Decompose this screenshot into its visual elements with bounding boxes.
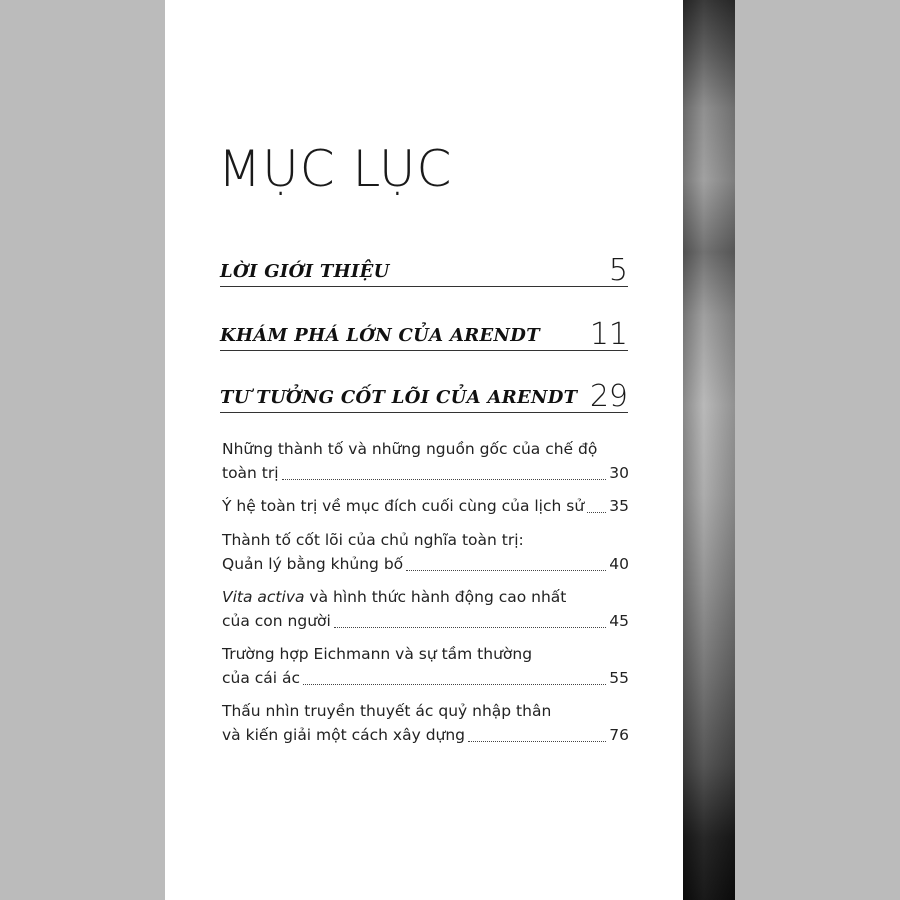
entry-line: Những thành tố và những nguồn gốc của chế độ <box>222 440 598 458</box>
toc-entry <box>222 528 629 576</box>
toc-section-core-ideas <box>220 378 628 413</box>
toc-entry <box>222 437 629 485</box>
dot-leader <box>587 512 606 513</box>
dot-leader <box>468 741 606 742</box>
toc-entry <box>222 585 629 633</box>
entry-page-number: 55 <box>609 669 629 687</box>
toc-entry <box>222 642 629 690</box>
entry-line: của cái ác <box>222 669 301 687</box>
entry-line: và kiến giải một cách xây dựng <box>222 726 466 744</box>
dot-leader <box>334 627 606 628</box>
entry-line-italic: Vita activa <box>222 588 305 606</box>
section-page-number: 29 <box>589 379 628 414</box>
entry-page-number: 30 <box>609 464 629 482</box>
dot-leader <box>303 684 606 685</box>
entry-line: Trường hợp Eichmann và sự tầm thường <box>222 645 533 663</box>
section-label: KHÁM PHÁ LỚN CỦA ARENDT <box>220 325 540 346</box>
entry-page-number: 45 <box>609 612 629 630</box>
dot-leader <box>282 479 607 480</box>
section-page-number: 5 <box>608 253 628 288</box>
toc-entry <box>222 494 629 518</box>
book-spine-edge <box>683 0 735 900</box>
dot-leader <box>406 570 606 571</box>
entry-line: toàn trị <box>222 464 279 482</box>
section-label: TƯ TƯỞNG CỐT LÕI CỦA ARENDT <box>220 387 578 408</box>
entry-page-number: 40 <box>609 555 629 573</box>
entry-line: Thấu nhìn truyền thuyết ác quỷ nhập thân <box>222 702 552 720</box>
entry-line: Thành tố cốt lõi của chủ nghĩa toàn trị: <box>222 531 524 549</box>
entry-page-number: 76 <box>609 726 629 744</box>
page-title: MỤC LỤC <box>218 140 453 198</box>
entry-line: Quản lý bằng khủng bố <box>222 555 404 573</box>
toc-entry <box>222 699 629 747</box>
entry-line: và hình thức hành động cao nhất <box>304 588 567 606</box>
toc-section-discovery <box>220 316 628 351</box>
entry-page-number: 35 <box>609 497 629 515</box>
toc-section-intro <box>220 252 628 287</box>
entry-line: Ý hệ toàn trị về mục đích cuối cùng của lịch sử <box>222 497 585 515</box>
section-page-number: 11 <box>589 317 628 352</box>
section-label: LỜI GIỚI THIỆU <box>220 261 390 282</box>
entry-line: của con người <box>222 612 331 630</box>
